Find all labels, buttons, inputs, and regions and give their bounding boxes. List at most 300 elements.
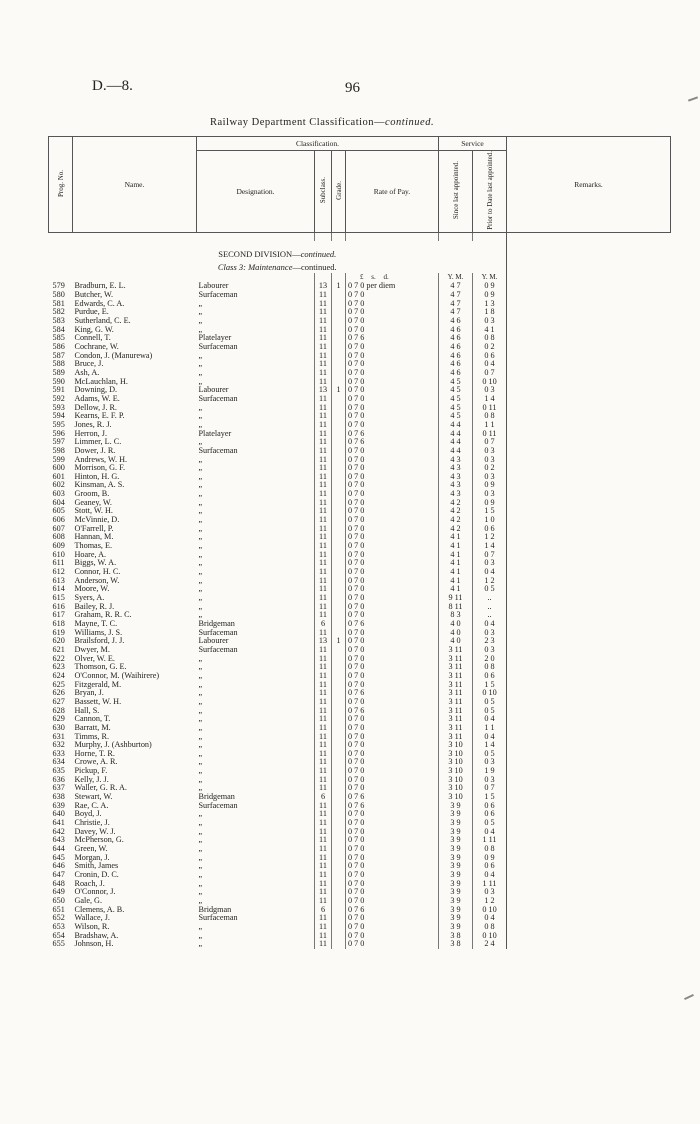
prog-no-cell: 595 [52, 420, 65, 429]
since-last-cell: 3 10 [439, 784, 473, 793]
designation-cell: „ [198, 550, 203, 559]
table-row [49, 810, 671, 819]
grade-cell [332, 776, 346, 785]
name-cell: Green, W. [74, 845, 108, 854]
prior-to-date-cell: 0 11 [473, 404, 507, 413]
rate-of-pay-cell: 0 7 0 [346, 360, 439, 369]
designation-cell: „ [198, 723, 203, 732]
designation-cell: „ [198, 533, 203, 542]
subclass-cell: 11 [315, 585, 332, 594]
name-cell: Timms, R. [74, 732, 110, 741]
col-rate-of-pay: Rate of Pay. [346, 151, 439, 233]
rate-of-pay-cell: 0 7 0 [346, 637, 439, 646]
designation-cell: „ [198, 498, 203, 507]
table-row [49, 689, 671, 698]
designation-cell: Surfaceman [198, 628, 238, 637]
table-row [49, 585, 671, 594]
grade-cell [332, 793, 346, 802]
subclass-cell: 13 [315, 637, 332, 646]
table-row [49, 577, 671, 586]
subclass-cell: 11 [315, 715, 332, 724]
table-row [49, 334, 671, 343]
subclass-cell: 11 [315, 741, 332, 750]
prog-no-cell: 584 [52, 325, 65, 334]
table-row [49, 845, 671, 854]
designation-cell: „ [198, 377, 203, 386]
remarks-cell [507, 715, 671, 724]
since-last-cell: 4 3 [439, 456, 473, 465]
designation-cell: „ [198, 931, 203, 940]
prog-no-cell: 654 [52, 931, 65, 940]
grade-cell [332, 499, 346, 508]
since-last-cell: 8 11 [439, 603, 473, 612]
grade-cell [332, 568, 346, 577]
since-last-cell: 3 11 [439, 698, 473, 707]
rate-of-pay-cell: 0 7 0 [346, 603, 439, 612]
prior-to-date-cell: 0 9 [473, 499, 507, 508]
table-row [49, 906, 671, 915]
remarks-cell [507, 533, 671, 542]
since-last-cell: 4 0 [439, 629, 473, 638]
subclass-cell: 11 [315, 646, 332, 655]
remarks-cell [507, 750, 671, 759]
since-last-cell: 4 1 [439, 533, 473, 542]
table-row [49, 862, 671, 871]
subclass-cell: 13 [315, 282, 332, 291]
grade-cell [332, 715, 346, 724]
name-cell: McLauchlan, H. [74, 377, 128, 386]
prior-to-date-cell: 0 3 [473, 888, 507, 897]
prog-no-cell: 632 [52, 741, 65, 750]
remarks-cell [507, 672, 671, 681]
rate-of-pay-cell: 0 7 0 [346, 767, 439, 776]
prog-no-cell: 647 [52, 871, 65, 879]
remarks-cell [507, 819, 671, 828]
grade-cell [332, 360, 346, 369]
remarks-cell [507, 386, 671, 395]
name-cell: Connell, T. [74, 334, 111, 343]
subclass-cell: 11 [315, 378, 332, 387]
subclass-cell: 6 [315, 906, 332, 915]
designation-cell: „ [198, 810, 203, 819]
grade-cell [332, 880, 346, 889]
designation-cell: „ [198, 697, 203, 706]
remarks-cell [507, 421, 671, 430]
name-cell: Bruce, J. [74, 360, 104, 369]
subclass-cell: 11 [315, 862, 332, 871]
table-row [49, 395, 671, 404]
grade-cell [332, 533, 346, 542]
subclass-cell: 11 [315, 559, 332, 568]
rate-of-pay-cell: 0 7 0 [346, 914, 439, 923]
rate-of-pay-cell: 0 7 0 [346, 378, 439, 387]
grade-cell [332, 542, 346, 551]
prior-to-date-cell: 0 3 [473, 386, 507, 395]
prior-to-date-cell: 0 10 [473, 378, 507, 387]
table-row [49, 473, 671, 482]
table-row [49, 776, 671, 785]
prior-to-date-cell: 0 3 [473, 490, 507, 499]
rate-of-pay-cell: 0 7 6 [346, 430, 439, 439]
name-cell: Mayne, T. C. [74, 619, 118, 628]
designation-cell: „ [198, 412, 203, 421]
table-row [49, 698, 671, 707]
prior-to-date-cell: 0 9 [473, 481, 507, 490]
rate-of-pay-cell: 0 7 0 [346, 343, 439, 352]
designation-cell: Surfaceman [198, 291, 238, 300]
prog-no-cell: 585 [52, 334, 65, 343]
name-cell: Syers, A. [74, 594, 105, 602]
since-last-cell: 3 10 [439, 750, 473, 759]
prog-no-cell: 600 [52, 464, 65, 473]
prog-no-cell: 611 [52, 559, 65, 568]
remarks-cell [507, 464, 671, 473]
prog-no-cell: 637 [52, 784, 65, 793]
remarks-cell [507, 282, 671, 291]
prior-to-date-cell: 0 7 [473, 551, 507, 560]
subclass-cell: 11 [315, 681, 332, 690]
name-cell: Bassett, W. H. [74, 697, 122, 706]
grade-cell: 1 [332, 282, 346, 291]
prior-to-date-cell: 1 5 [473, 793, 507, 802]
rate-of-pay-cell: 0 7 0 [346, 516, 439, 525]
grade-cell [332, 300, 346, 309]
since-last-cell: 4 2 [439, 516, 473, 525]
remarks-cell [507, 681, 671, 690]
name-cell: Bryan, J. [74, 689, 104, 698]
prog-no-cell: 587 [52, 351, 65, 360]
subclass-cell: 11 [315, 629, 332, 638]
table-row [49, 404, 671, 413]
table-row [49, 551, 671, 560]
prior-to-date-cell: 0 3 [473, 776, 507, 785]
subclass-cell: 11 [315, 490, 332, 499]
prior-to-date-cell: 0 3 [473, 559, 507, 568]
since-last-cell: 3 11 [439, 655, 473, 664]
rate-of-pay-cell: 0 7 6 [346, 802, 439, 811]
prog-no-cell: 627 [52, 697, 65, 706]
prog-no-cell: 606 [52, 516, 65, 525]
remarks-cell [507, 352, 671, 361]
since-last-cell: 4 3 [439, 464, 473, 473]
grade-cell [332, 525, 346, 534]
prior-to-date-cell: 0 6 [473, 810, 507, 819]
prog-no-cell: 623 [52, 663, 65, 672]
since-last-cell: 3 9 [439, 923, 473, 932]
since-last-cell: 4 3 [439, 481, 473, 490]
prior-to-date-cell: 0 5 [473, 585, 507, 594]
table-row [49, 542, 671, 551]
since-last-cell: 8 3 [439, 611, 473, 620]
prog-no-cell: 598 [52, 446, 65, 455]
table-row [49, 369, 671, 378]
subclass-cell: 11 [315, 343, 332, 352]
rate-of-pay-cell: 0 7 0 [346, 940, 439, 949]
rate-of-pay-cell: 0 7 0 [346, 542, 439, 551]
since-last-cell: 4 7 [439, 308, 473, 317]
remarks-cell [507, 906, 671, 915]
grade-cell [332, 369, 346, 378]
rate-of-pay-cell: 0 7 0 [346, 862, 439, 871]
subclass-cell: 6 [315, 793, 332, 802]
table-row [49, 499, 671, 508]
prior-to-date-cell: 0 6 [473, 352, 507, 361]
rate-of-pay-cell: 0 7 0 [346, 412, 439, 421]
table-row [49, 343, 671, 352]
since-last-cell: 3 9 [439, 880, 473, 889]
remarks-cell [507, 490, 671, 499]
subclass-cell: 11 [315, 663, 332, 672]
name-cell: Thomas, E. [74, 542, 113, 551]
since-last-cell: 3 10 [439, 793, 473, 802]
remarks-cell [507, 360, 671, 369]
since-last-cell: 3 10 [439, 776, 473, 785]
name-cell: Bailey, R. J. [74, 602, 115, 611]
name-cell: Crowe, A. R. [74, 758, 118, 767]
subclass-cell: 11 [315, 750, 332, 759]
designation-cell: „ [198, 689, 203, 698]
prior-to-date-cell: 0 6 [473, 525, 507, 534]
prior-to-date-cell: 1 4 [473, 741, 507, 750]
remarks-cell [507, 603, 671, 612]
subclass-cell: 11 [315, 784, 332, 793]
units-row: £ s. d. Y. M. Y. M. [49, 273, 671, 282]
table-row [49, 507, 671, 516]
since-last-cell: 4 1 [439, 542, 473, 551]
prior-to-date-cell: 1 11 [473, 880, 507, 889]
subclass-cell: 11 [315, 430, 332, 439]
remarks-cell [507, 733, 671, 742]
remarks-cell [507, 724, 671, 733]
table-row [49, 897, 671, 906]
table-row [49, 646, 671, 655]
designation-cell: „ [198, 403, 203, 412]
subclass-cell: 11 [315, 447, 332, 456]
subclass-cell: 11 [315, 923, 332, 932]
col-grade: Grade. [332, 151, 346, 233]
since-last-cell: 4 1 [439, 551, 473, 560]
document-code: D.—8. [92, 78, 133, 94]
prog-no-cell: 609 [52, 542, 65, 551]
table-row [49, 282, 671, 291]
table-row [49, 940, 671, 949]
since-last-cell: 4 5 [439, 395, 473, 404]
prog-no-cell: 620 [52, 637, 65, 646]
prior-to-date-cell: 2 4 [473, 940, 507, 949]
grade-cell [332, 404, 346, 413]
table-row [49, 767, 671, 776]
prog-no-cell: 582 [52, 308, 65, 317]
rate-of-pay-cell: 0 7 6 [346, 438, 439, 447]
grade-cell [332, 663, 346, 672]
rate-of-pay-cell: 0 7 0 [346, 681, 439, 690]
grade-cell [332, 914, 346, 923]
designation-cell: „ [198, 845, 203, 854]
table-row [49, 490, 671, 499]
remarks-cell [507, 412, 671, 421]
prior-to-date-cell: 0 2 [473, 464, 507, 473]
prior-to-date-cell: 0 8 [473, 845, 507, 854]
rate-of-pay-cell: 0 7 0 [346, 481, 439, 490]
remarks-cell [507, 317, 671, 326]
designation-cell: „ [198, 775, 203, 784]
designation-cell: Surfaceman [198, 342, 238, 351]
designation-cell: „ [198, 351, 203, 360]
prog-no-cell: 589 [52, 368, 65, 377]
table-row [49, 828, 671, 837]
remarks-cell [507, 378, 671, 387]
grade-cell [332, 646, 346, 655]
grade-cell [332, 551, 346, 560]
prog-no-cell: 629 [52, 715, 65, 724]
name-cell: Herron, J. [74, 429, 108, 438]
designation-cell: Surfaceman [198, 446, 238, 455]
prog-no-cell: 605 [52, 507, 65, 516]
prior-to-date-cell: 0 3 [473, 447, 507, 456]
rate-of-pay-cell: 0 7 0 [346, 836, 439, 845]
prior-to-date-cell: 0 6 [473, 672, 507, 681]
prior-to-date-cell: 0 3 [473, 456, 507, 465]
designation-cell: Bridgeman [198, 619, 235, 628]
remarks-cell [507, 767, 671, 776]
since-last-cell: 3 9 [439, 810, 473, 819]
subclass-cell: 11 [315, 395, 332, 404]
remarks-cell [507, 758, 671, 767]
prior-to-date-cell: 1 9 [473, 767, 507, 776]
subclass-cell: 11 [315, 776, 332, 785]
since-last-cell: 4 6 [439, 334, 473, 343]
designation-cell: „ [198, 784, 203, 793]
since-last-cell: 4 2 [439, 525, 473, 534]
name-cell: Murphy, J. (Ashburton) [74, 741, 152, 750]
prior-to-date-cell: 0 10 [473, 906, 507, 915]
designation-cell: „ [198, 819, 203, 828]
table-row [49, 438, 671, 447]
prog-no-cell: 631 [52, 732, 65, 741]
table-row [49, 793, 671, 802]
rate-of-pay-cell: 0 7 0 [346, 750, 439, 759]
grade-cell [332, 378, 346, 387]
prog-no-cell: 610 [52, 550, 65, 559]
remarks-cell [507, 836, 671, 845]
col-prog-no: Prog. No. [49, 137, 73, 233]
designation-cell: „ [198, 516, 203, 525]
rate-of-pay-cell: 0 7 0 [346, 629, 439, 638]
subclass-cell: 11 [315, 611, 332, 620]
prog-no-cell: 633 [52, 749, 65, 758]
prior-to-date-cell: 1 5 [473, 507, 507, 516]
grade-cell [332, 620, 346, 629]
rate-of-pay-cell: 0 7 0 [346, 421, 439, 430]
subclass-cell: 11 [315, 317, 332, 326]
grade-cell: 1 [332, 386, 346, 395]
name-cell: Purdue, E. [74, 308, 109, 317]
rate-of-pay-cell: 0 7 6 [346, 620, 439, 629]
prog-no-cell: 580 [52, 291, 65, 300]
grade-cell [332, 862, 346, 871]
remarks-cell [507, 845, 671, 854]
table-row [49, 637, 671, 646]
remarks-cell [507, 897, 671, 906]
prog-no-cell: 603 [52, 490, 65, 499]
prog-no-cell: 626 [52, 689, 65, 698]
designation-cell: „ [198, 827, 203, 836]
name-cell: Geaney, W. [74, 498, 112, 507]
since-last-cell: 3 11 [439, 672, 473, 681]
remarks-cell [507, 594, 671, 603]
name-cell: O'Connor, M. (Waihirere) [74, 671, 160, 680]
remarks-cell [507, 923, 671, 932]
rate-of-pay-cell: 0 7 0 [346, 594, 439, 603]
subclass-cell: 11 [315, 300, 332, 309]
prog-no-cell: 602 [52, 481, 65, 490]
designation-cell: „ [198, 299, 203, 308]
prior-to-date-cell: 0 3 [473, 758, 507, 767]
rate-of-pay-cell: 0 7 0 [346, 854, 439, 863]
table-row [49, 836, 671, 845]
grade-cell [332, 594, 346, 603]
prog-no-cell: 649 [52, 888, 65, 897]
designation-cell: „ [198, 325, 203, 334]
name-cell: Dwyer, M. [74, 645, 110, 654]
table-row [49, 559, 671, 568]
rate-of-pay-cell: 0 7 0 [346, 923, 439, 932]
subclass-cell: 11 [315, 334, 332, 343]
prior-to-date-cell: 2 0 [473, 655, 507, 664]
prog-no-cell: 635 [52, 767, 65, 776]
name-cell: Dower, J. R. [74, 446, 116, 455]
grade-cell [332, 681, 346, 690]
subclass-cell: 11 [315, 404, 332, 413]
grade-cell [332, 767, 346, 776]
grade-cell [332, 412, 346, 421]
table-row [49, 308, 671, 317]
name-cell: Kelly, J. J. [74, 775, 109, 784]
margin-mark [688, 96, 698, 101]
name-cell: Stewart, W. [74, 793, 113, 802]
table-row [49, 888, 671, 897]
table-row [49, 681, 671, 690]
rate-of-pay-cell: 0 7 0 [346, 568, 439, 577]
subclass-cell: 11 [315, 551, 332, 560]
rate-of-pay-cell: 0 7 0 [346, 611, 439, 620]
designation-cell: „ [198, 602, 203, 611]
since-last-cell: 3 10 [439, 741, 473, 750]
grade-cell [332, 923, 346, 932]
subclass-cell: 11 [315, 326, 332, 335]
subclass-cell: 11 [315, 888, 332, 897]
prog-no-cell: 634 [52, 758, 65, 767]
since-last-cell: 3 9 [439, 819, 473, 828]
grade-cell [332, 507, 346, 516]
rate-of-pay-cell: 0 7 0 [346, 672, 439, 681]
grade-cell [332, 473, 346, 482]
prior-to-date-cell: 0 7 [473, 784, 507, 793]
table-row [49, 603, 671, 612]
name-cell: Groom, B. [74, 490, 110, 499]
col-name: Name. [73, 137, 197, 233]
prior-to-date-cell: 2 3 [473, 637, 507, 646]
prior-to-date-cell: 0 6 [473, 862, 507, 871]
prog-no-cell: 650 [52, 896, 65, 905]
rate-of-pay-cell: 0 7 0 [346, 464, 439, 473]
designation-cell: „ [198, 879, 203, 888]
remarks-cell [507, 551, 671, 560]
grade-cell [332, 854, 346, 863]
subclass-cell: 11 [315, 352, 332, 361]
subclass-cell: 11 [315, 516, 332, 525]
grade-cell [332, 352, 346, 361]
